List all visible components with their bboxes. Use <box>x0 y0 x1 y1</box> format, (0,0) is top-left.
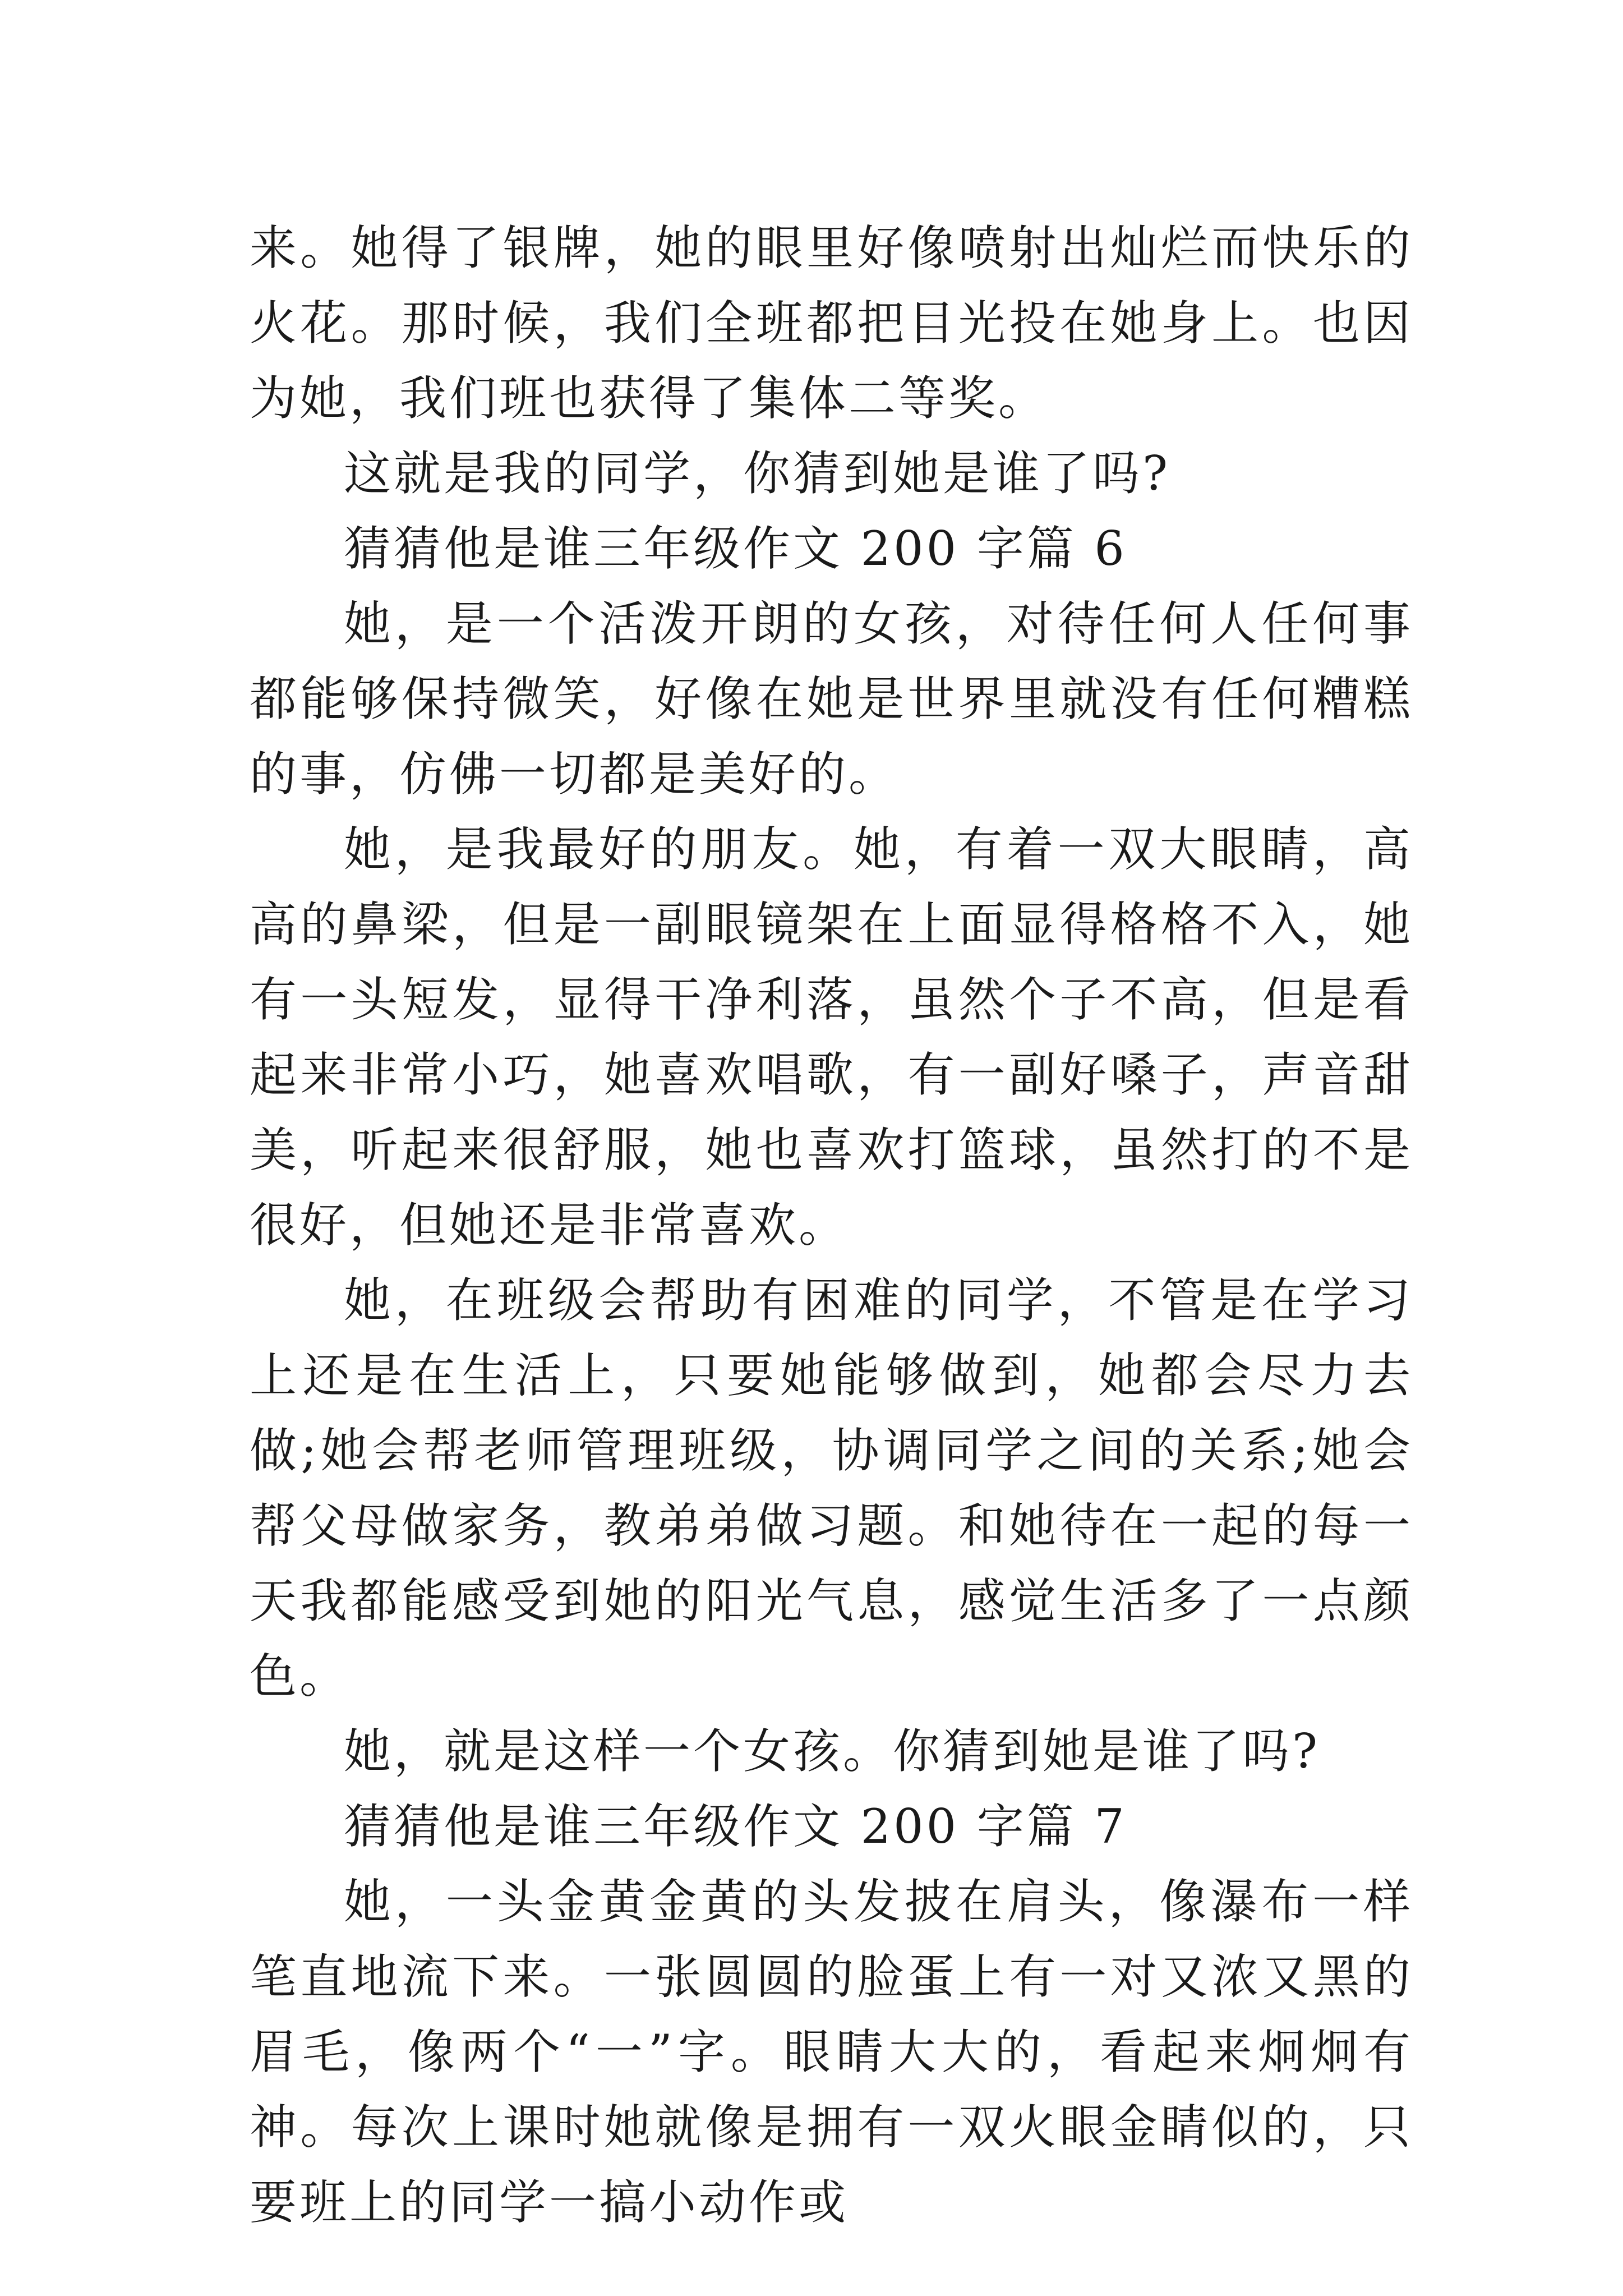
section-heading: 猜猜他是谁三年级作文 200 字篇 7 <box>344 1799 1127 1854</box>
paragraph: 她，就是这样一个女孩。你猜到她是谁了吗? <box>344 1724 1321 1779</box>
paragraph: 她，是一个活泼开朗的女孩，对待任何人任何事都能够保持微笑，好像在她是世界里就没有任何糟糕的事，仿佛一切都是美好的。 <box>250 596 1413 802</box>
paragraph: 这就是我的同学，你猜到她是谁了吗? <box>344 446 1171 501</box>
paragraph: 她，在班级会帮助有困难的同学，不管是在学习上还是在生活上，只要她能够做到，她都会尽力去做;她会帮老师管理班级，协调同学之间的关系;她会帮父母做家务，教弟弟做习题。和她待在一起的每一天我都能感受到她的阳光气息，感觉生活多了一点颜色。 <box>250 1273 1413 1704</box>
paragraph-continued: 来。她得了银牌，她的眼里好像喷射出灿烂而快乐的火花。那时候，我们全班都把目光投在她身上。也因为她，我们班也获得了集体二等奖。 <box>250 220 1413 426</box>
section-heading: 猜猜他是谁三年级作文 200 字篇 6 <box>344 521 1127 576</box>
paragraph: 她，一头金黄金黄的头发披在肩头，像瀑布一样笔直地流下来。一张圆圆的脸蛋上有一对又浓又黑的眉毛，像两个“一”字。眼睛大大的，看起来炯炯有神。每次上课时她就像是拥有一双火眼金睛似的，只要班上的同学一搞小动作或 <box>250 1874 1413 2230</box>
document-body <box>250 210 1413 2240</box>
paragraph: 她，是我最好的朋友。她，有着一双大眼睛，高高的鼻梁，但是一副眼镜架在上面显得格格不入，她有一头短发，显得干净利落，虽然个子不高，但是看起来非常小巧，她喜欢唱歌，有一副好嗓子，声音甜美，听起来很舒服，她也喜欢打篮球，虽然打的不是很好，但她还是非常喜欢。 <box>250 822 1413 1253</box>
